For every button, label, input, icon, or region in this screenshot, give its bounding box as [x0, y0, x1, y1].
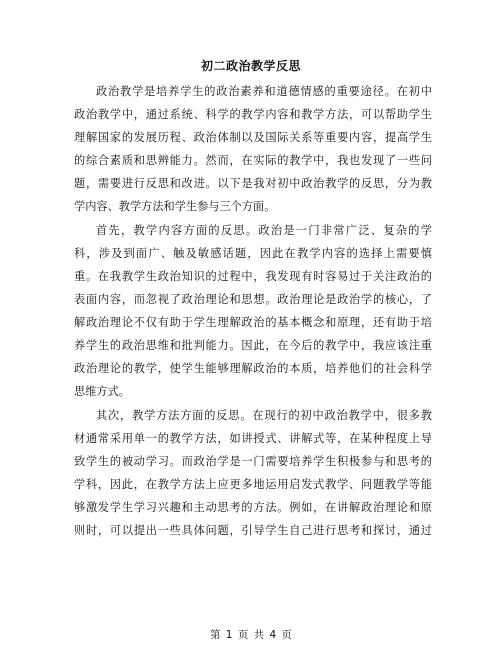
text-line: 够激发学生学习兴趣和主动思考的方法。例如，在讲解政治理论和原 [74, 501, 432, 514]
document-title: 初二政治教学反思 [200, 59, 301, 73]
page-number-footer: 第 1 页 共 4 页 [209, 629, 293, 641]
text-line: 政治教学中，通过系统、科学的教学内容和教学方法，可以帮助学生 [74, 108, 432, 121]
text-line: 学内容、教学方法和学生参与三个方面。 [74, 200, 276, 213]
paragraph-3 [74, 404, 432, 542]
text-line: 政治理论的教学，使学生能够理解政治的本质，培养他们的社会科学 [74, 362, 432, 375]
text-line: 则时，可以提出一些具体问题，引导学生自己进行思考和探讨，通过 [74, 524, 432, 537]
text-line: 解政治理论不仅有助于学生理解政治的基本概念和原理，还有助于培 [74, 316, 432, 329]
text-line: 理解国家的发展历程、政治体制以及国际关系等重要内容，提高学生 [74, 131, 432, 144]
document-body [74, 80, 432, 543]
text-line: 养学生的政治思维和批判能力。因此，在今后的教学中，我应该注重 [74, 339, 432, 352]
text-line: 题，需要进行反思和改进。以下是我对初中政治教学的反思，分为教 [74, 177, 432, 190]
text-line: 首先，教学内容方面的反思。政治是一门非常广泛、复杂的学 [96, 224, 432, 237]
text-line: 表面内容，而忽视了政治理论和思想。政治理论是政治学的核心，了 [74, 293, 432, 306]
text-line: 其次，教学方法方面的反思。在现行的初中政治教学中，很多教 [96, 409, 432, 422]
text-line: 材通常采用单一的教学方法，如讲授式、讲解式等，在某种程度上导 [74, 432, 432, 445]
text-line: 科，涉及到面广、触及敏感话题，因此在教学内容的选择上需要慎 [74, 247, 432, 260]
text-line: 学科，因此，在教学方法上应更多地运用启发式教学、问题教学等能 [74, 478, 432, 491]
paragraph-2 [74, 219, 432, 403]
text-line: 思维方式。 [74, 385, 130, 398]
text-line: 致学生的被动学习。而政治学是一门需要培养学生积极参与和思考的 [74, 455, 432, 468]
text-line: 的综合素质和思辨能力。然而，在实际的教学中，我也发现了一些问 [74, 154, 432, 167]
text-line: 重。在我教学生政治知识的过程中，我发现有时容易过于关注政治的 [74, 270, 432, 283]
text-line: 政治教学是培养学生的政治素养和道德情感的重要途径。在初中 [96, 85, 432, 98]
paragraph-1 [74, 80, 432, 218]
